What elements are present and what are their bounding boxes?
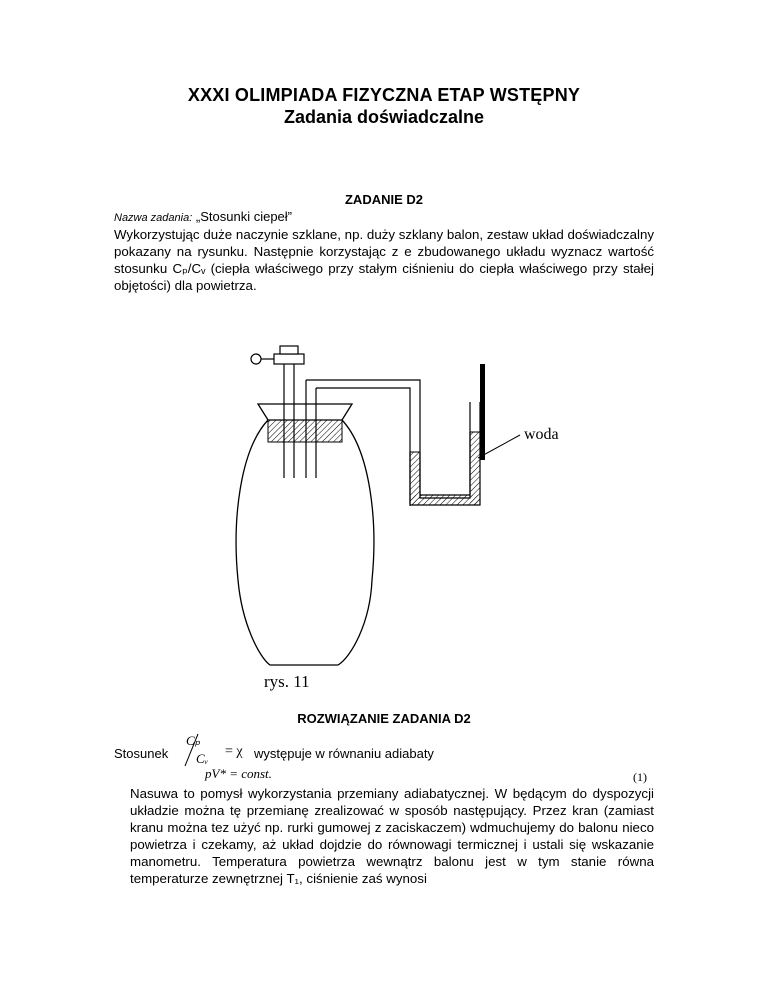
chi-symbol: = χ (225, 744, 243, 759)
adiabat-equation: pV* = const. (205, 766, 272, 781)
task-name-value: „Stosunki ciepeł” (195, 209, 293, 224)
valve-stem (274, 354, 304, 364)
page-title: XXXI OLIMPIADA FIZYCZNA ETAP WSTĘPNY (187, 85, 581, 105)
flask-outline (236, 420, 374, 665)
solution-body: Nasuwa to pomysł wykorzystania przemiany adiabatycznej. W będącym do dyspozycji układzie można tę przemianę zrealizować w sposób następujący. Przez kran (zamiast kranu można tez użyć np. rurki gumowej z zaciskaczem) wdmuchujemy do balonu nieco powietrza i czekamy, aż układ dojdzie do równowagi termicznej i ustali się wskazanie manometru. Temperatura powietrza wewnątrz balonu jest w tym stanie równa temperaturze zewnętrznej T₁, ciśnienie zaś wynosi (130, 786, 654, 886)
manometer-scale (480, 364, 485, 460)
figure-caption: rys. 11 (264, 672, 310, 691)
task-name-label: Nazwa zadania: (114, 212, 193, 224)
task-name (114, 209, 292, 224)
ratio-word: Stosunek (114, 746, 169, 761)
cp-symbol: Cₚ (186, 733, 201, 748)
stopper (258, 404, 352, 420)
task-body: Wykorzystując duże naczynie szklane, np. duży szklany balon, zestaw układ doświadczalny pokazany na rysunku. Następnie korzystając z e zbudowanego układu wyznacz wartość stosunku Cₚ/Cᵥ (ciepła właściwego przy stałym ciśnieniu do ciepła właściwego przy stałej objętości) dla powietrza. (114, 227, 654, 293)
valve-knob (251, 354, 261, 364)
task-heading: ZADANIE D2 (344, 192, 423, 207)
water-label: woda (524, 426, 559, 443)
solution-heading: ROZWIĄZANIE ZADANIA D2 (297, 711, 471, 726)
cv-symbol: Cᵥ (196, 751, 209, 766)
equation-number: (1) (633, 770, 647, 784)
page-subtitle: Zadania doświadczalne (283, 107, 485, 127)
apparatus-figure (220, 340, 540, 670)
ratio-line (114, 732, 714, 772)
stopper-hatch (268, 420, 342, 442)
ratio-rest: występuje w równaniu adiabaty (254, 746, 434, 761)
